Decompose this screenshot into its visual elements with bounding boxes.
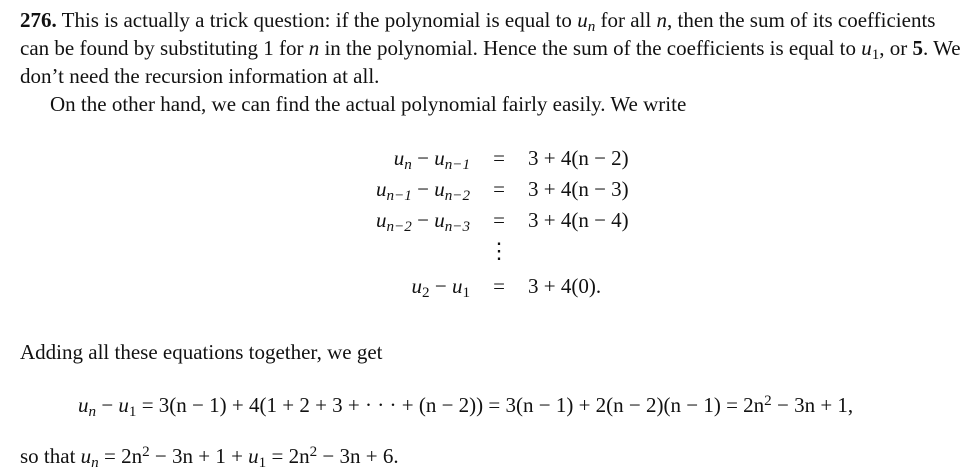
adding-paragraph: Adding all these equations together, we get [20,340,383,364]
math-subscript: 1 [871,47,880,64]
text-run: − 3n + 6. [317,444,399,468]
minus-sign: − [411,207,435,232]
math-subscript: n−2 [386,218,412,235]
text-run: − 3n + 1, [771,393,854,417]
math-subscript: n [404,156,412,173]
equation-lhs [300,204,470,235]
math-subscript: n−1 [444,156,470,173]
solution-paragraph [20,6,964,90]
ellipsis-row [300,235,629,266]
math-subscript: 2 [422,285,430,302]
problem-number: 276. [20,8,57,32]
math-subscript: n [88,404,97,421]
math-subscript: n−2 [444,187,470,204]
equation-rhs: 3 + 4(n − 3) [528,176,629,201]
math-subscript: 1 [462,285,470,302]
math-var: u [393,145,405,170]
text-run: − [96,393,119,417]
display-equation [78,391,853,419]
minus-sign: − [411,176,435,201]
equation-rhs: 3 + 4(n − 4) [528,207,629,232]
text-run: for all [595,8,657,32]
text-run: , or [879,36,913,60]
math-var: u [248,444,259,468]
equation-array [300,142,629,306]
math-var: u [577,8,588,32]
math-var: u [80,444,92,468]
minus-sign: − [411,145,435,170]
text-run: in the polynomial. Hence the sum of the coefficients is equal to [319,36,862,60]
math-subscript: n [91,455,99,472]
math-superscript: 2 [309,444,318,461]
vertical-ellipsis: ⋮ [488,238,510,263]
math-subscript: n−1 [386,187,412,204]
equation-lhs [300,266,470,306]
equation-rhs: 3 + 4(n − 2) [528,145,629,170]
equals-sign: = [493,145,505,170]
math-subscript: n [587,19,596,36]
math-var: n [308,36,320,60]
equation-lhs [300,142,470,173]
equation-row [300,173,629,204]
text-run: . We don’t need the recursion information at all. [20,36,961,88]
math-var: u [376,207,387,232]
intro-paragraph: On the other hand, we can find the actual polynomial fairly easily. We write [50,92,687,116]
math-var: u [434,176,445,201]
conclusion-paragraph [20,442,964,470]
math-subscript: n−3 [444,218,470,235]
math-var: n [656,8,667,32]
math-var: u [376,176,387,201]
math-subscript: 1 [128,404,137,421]
equation-row [300,204,629,235]
math-var: u [118,393,129,417]
text-run: This is actually a trick question: if the polynomial is equal to [56,8,578,32]
equation-row [300,266,629,306]
math-superscript: 2 [142,444,150,461]
text-run: = 2n [266,444,310,468]
equation-row [300,142,629,173]
text-run: = 3(n − 1) + 4(1 + 2 + 3 + · · · + (n − 2)) = 3(n − 1) + 2(n − 2)(n − 1) = 2n [136,393,765,417]
math-var: u [434,145,445,170]
math-var: u [411,274,423,298]
math-var: u [78,393,89,417]
equals-sign: = [493,274,505,298]
math-subscript: 1 [258,455,267,472]
text-run: , then the sum of its coefficients can be found by substituting 1 for [20,8,936,60]
answer-value: 5 [912,36,924,60]
text-run: − 3n + 1 + [149,444,249,468]
text-run: = 2n [98,444,143,468]
math-var: u [434,207,445,232]
equals-sign: = [493,176,505,201]
minus-sign: − [429,274,452,298]
equation-rhs: 3 + 4(0). [528,274,602,298]
equation-lhs [300,173,470,204]
math-var: u [861,36,872,60]
math-superscript: 2 [764,393,772,410]
math-var: u [451,274,463,298]
equals-sign: = [493,207,505,232]
text-run: so that [20,444,81,468]
